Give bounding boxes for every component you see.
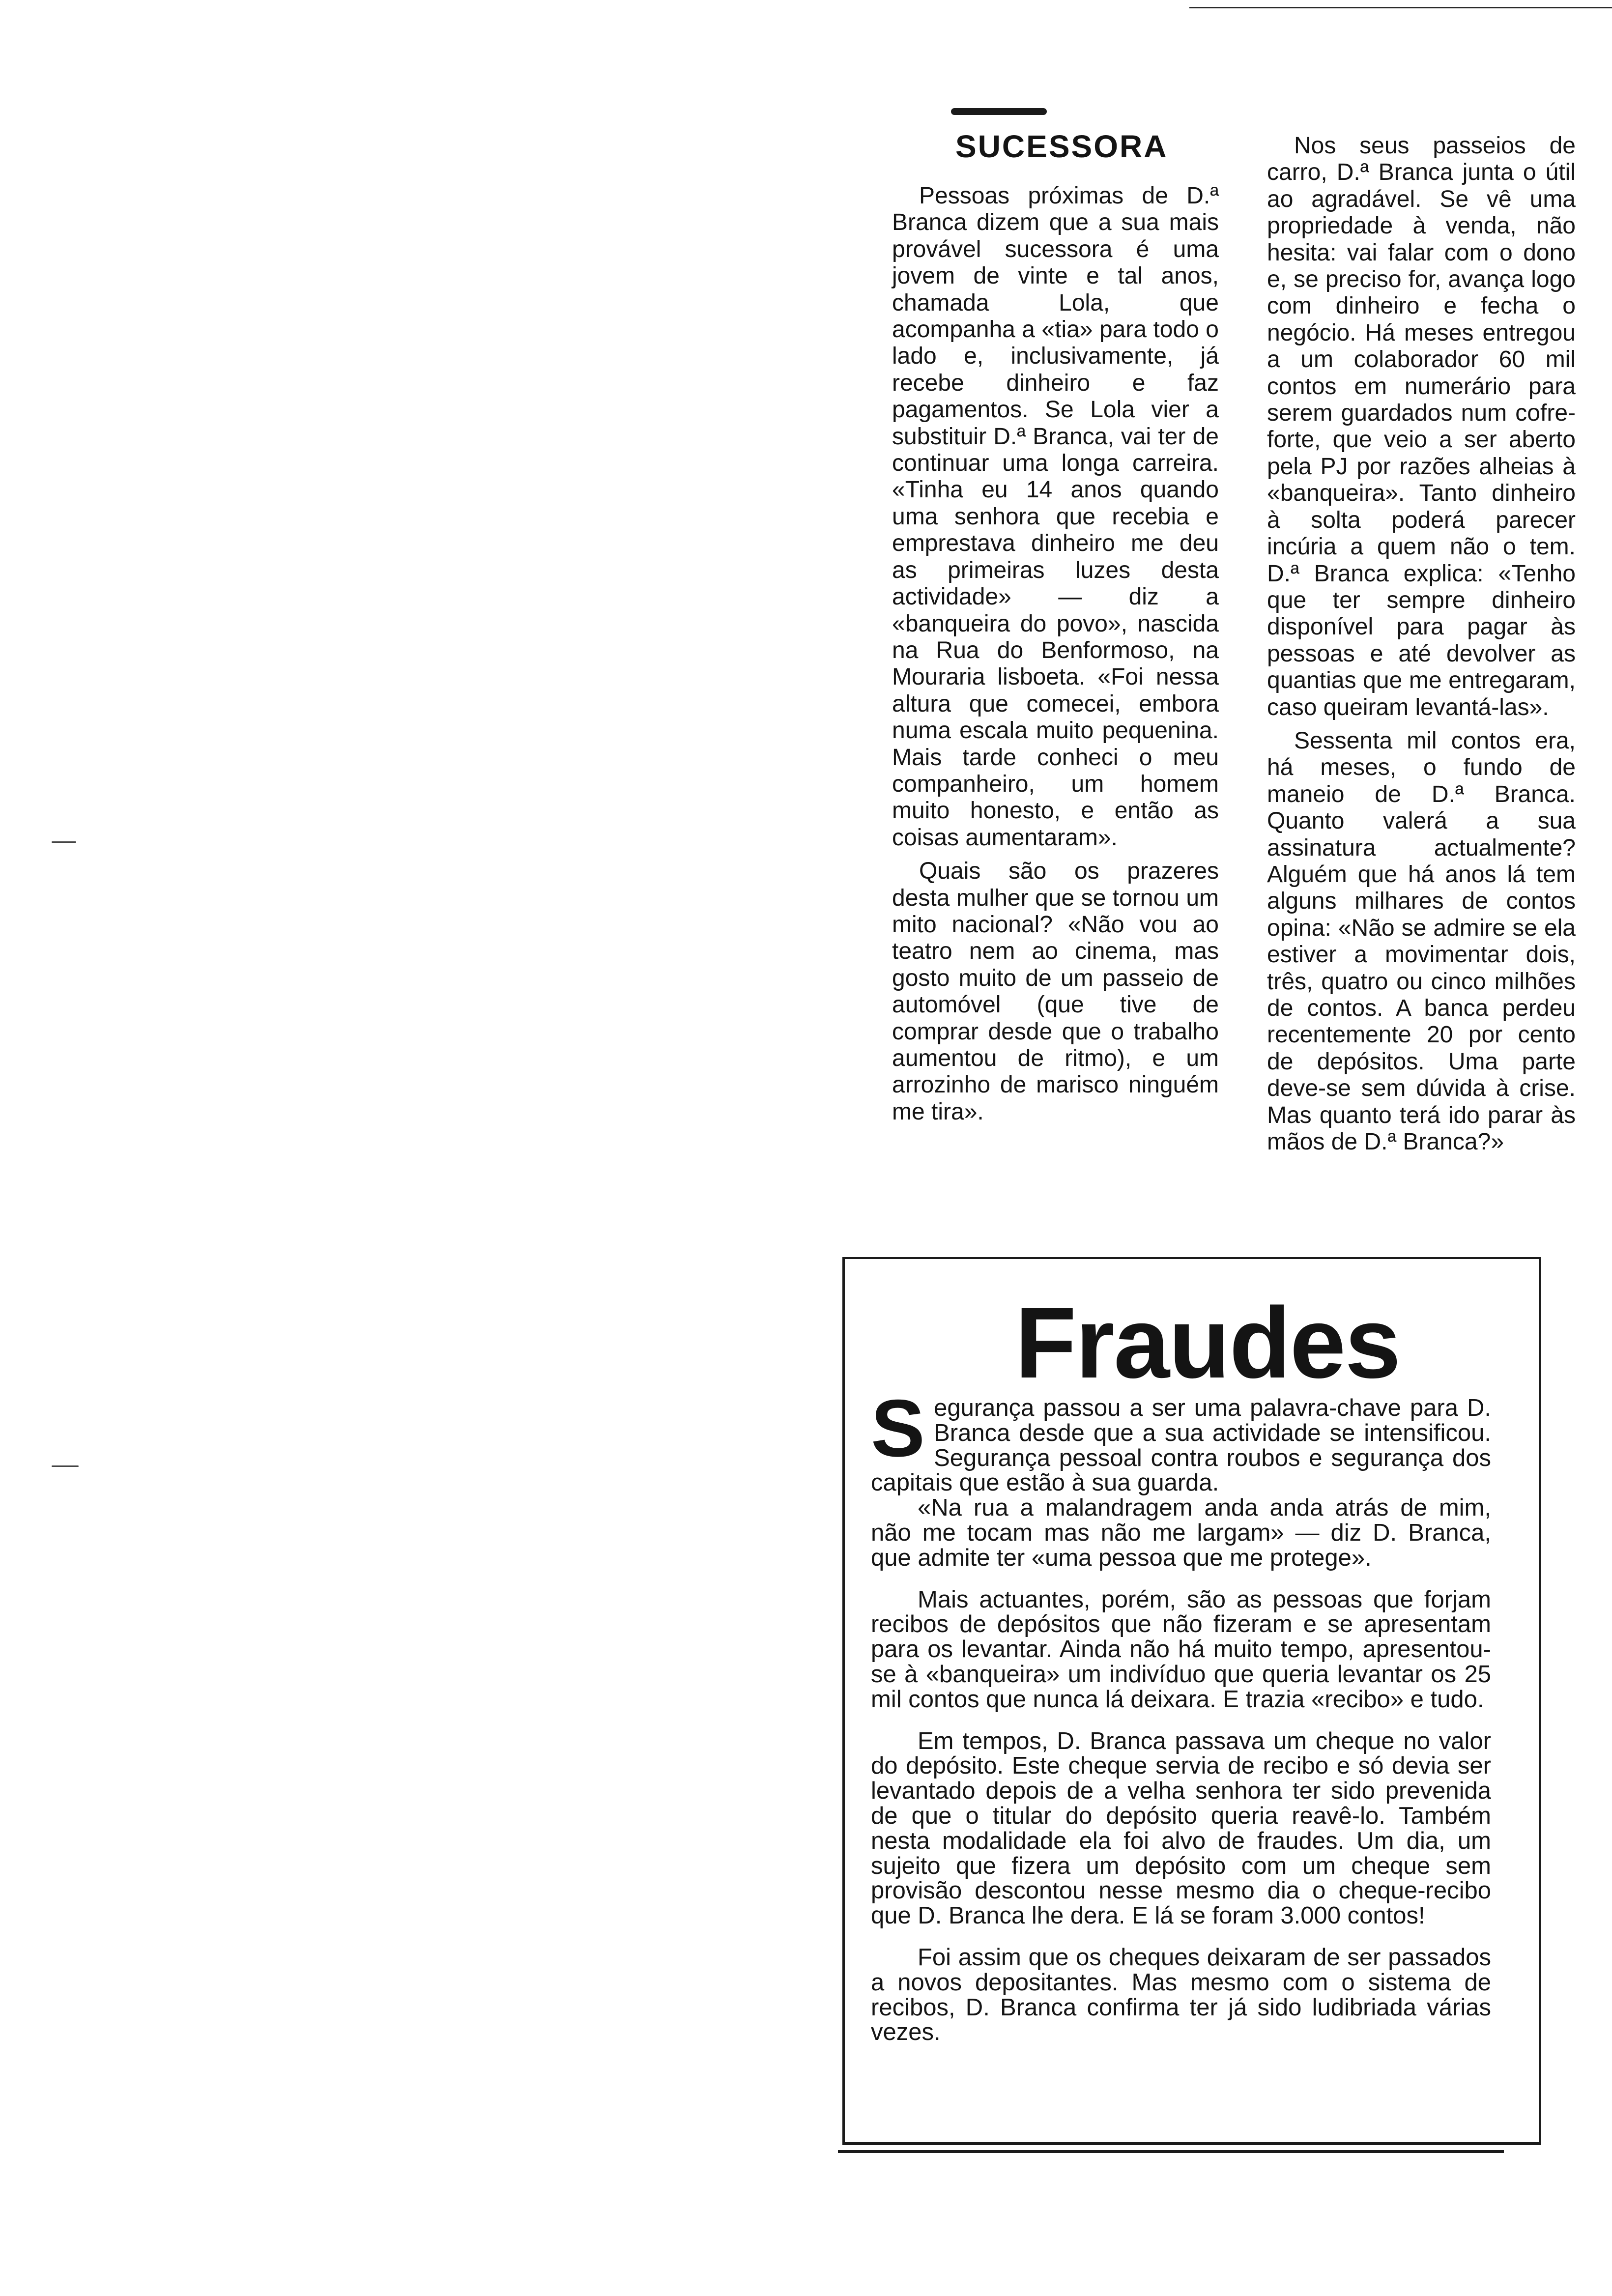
scan-mark (52, 841, 76, 843)
article-column-2 (1267, 133, 1576, 1155)
scan-mark (52, 1465, 79, 1467)
title-decoration (951, 108, 1047, 115)
paragraph: Pessoas próximas de D.ª Branca dizem que a sua mais provável sucessora é uma jovem de vinte e tal anos, chamada Lola, que acompanha a «tia» para todo o lado e, inclusivamente, já recebe dinheiro e faz pagamentos. Se Lola vier a substituir D.ª Branca, vai ter de continuar uma longa carreira. «Tinha eu 14 anos quando uma senhora que recebia e emprestava dinheiro me deu as primeiras luzes desta actividade» — diz a «banqueira do povo», nascida na Rua do Benformoso, na Mouraria lisboeta. «Foi nessa altura que comecei, embora numa escala muito pequenina. Mais tarde conheci o meu companheiro, um homem muito honesto, e então as coisas aumentaram». (892, 183, 1219, 851)
box-bottom-rule (838, 2150, 1504, 2153)
paragraph: Foi assim que os cheques deixaram de ser passados a novos depositantes. Mas mesmo com o sistema de recibos, D. Branca confirma ter já sido ludibriada várias vezes. (871, 1944, 1491, 2046)
paragraph-text: egurança passou a ser uma palavra-chave para D. Branca desde que a sua actividade se intensificou. Segurança pessoal contra roubos e segurança dos capitais que estão à sua guarda. (871, 1395, 1491, 1496)
section-title-sucessora: SUCESSORA (955, 129, 1168, 164)
paragraph: «Na rua a malandragem anda anda atrás de mim, não me tocam mas não me largam» — diz D. Branca, que admite ter «uma pessoa que me protege». (871, 1494, 1491, 1571)
paragraph: Nos seus passeios de carro, D.ª Branca junta o útil ao agradável. Se vê uma propriedade à venda, não hesita: vai falar com o dono e, se preciso for, avança logo com dinheiro e fecha o negócio. Há meses entregou a um colaborador 60 mil contos em numerário para serem guardados num cofre-forte, que veio a ser aberto pela PJ por razões alheias à «banqueira». Tanto dinheiro à solta poderá parecer incúria a quem não o tem. D.ª Branca explica: «Tenho que ter sempre dinheiro disponível para pagar às pessoas e até devolver as quantias que me entregaram, caso queiram levantá-las». (1267, 133, 1576, 720)
paragraph: Em tempos, D. Branca passava um cheque no valor do depósito. Este cheque servia de recibo e só devia ser levantado depois de a velha senhora ter sido prevenida de que o titular do depósito queria reavê-lo. Também nesta modalidade ela foi alvo de fraudes. Um dia, um sujeito que fizera um depósito com um cheque sem provisão descontou nesse mesmo dia o cheque-recibo que D. Branca lhe dera. E lá se foram 3.000 contos! (871, 1727, 1491, 1929)
paragraph: Sessenta mil contos era, há meses, o fundo de maneio de D.ª Branca. Quanto valerá a sua assinatura actualmente? Alguém que há anos lá tem alguns milhares de contos opina: «Não se admire se ela estiver a movimentar dois, três, quatro ou cinco milhões de contos. A banca perdeu recentemente 20 por cento de depósitos. Uma parte deve-se sem dúvida à crise. Mas quanto terá ido parar às mãos de D.ª Branca?» (1267, 727, 1576, 1155)
paragraph: Mais actuantes, porém, são as pessoas que forjam recibos de depósitos que não fizeram e se apresentam para os levantar. Ainda não há muito tempo, apresentou-se à «banqueira» um indivíduo que queria levantar os 25 mil contos que nunca lá deixara. E trazia «recibo» e tudo. (871, 1586, 1491, 1713)
scan-top-edge (1189, 7, 1612, 8)
section-title-fraudes: Fraudes (1015, 1287, 1400, 1399)
article-column-1 (892, 183, 1219, 1125)
paragraph: Quais são os prazeres desta mulher que se tornou um mito nacional? «Não vou ao teatro nem ao cinema, mas gosto muito de um passeio de automóvel (que tive de comprar desde que o trabalho aumentou de ritmo), e um arrozinho de marisco ninguém me tira». (892, 858, 1219, 1125)
fraudes-body (871, 1383, 1491, 2046)
paragraph (871, 1383, 1491, 1496)
drop-cap: S (871, 1383, 925, 1473)
